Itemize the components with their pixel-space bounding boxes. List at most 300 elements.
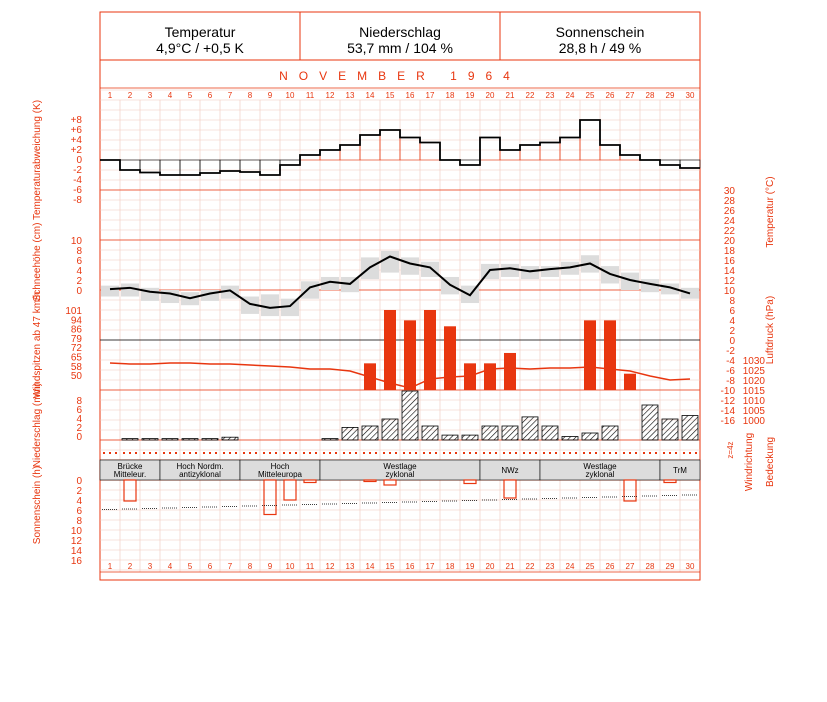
cloud-cover-dot bbox=[569, 452, 571, 454]
tick-snow-depth: 2 bbox=[76, 276, 82, 287]
cloud-cover-dot bbox=[643, 452, 645, 454]
precipitation-title: Niederschlag bbox=[359, 24, 441, 40]
tick-temperature: 28 bbox=[723, 196, 735, 207]
cloud-cover-dot bbox=[635, 452, 637, 454]
day-label: 15 bbox=[385, 562, 395, 571]
cloud-cover-dot bbox=[563, 452, 565, 454]
axis-title-snow-depth: Schneehöhe (cm) bbox=[32, 222, 43, 302]
cloud-cover-dot bbox=[109, 452, 111, 454]
cloud-cover-dot bbox=[295, 452, 297, 454]
cloud-cover-dot bbox=[629, 452, 631, 454]
cloud-cover-dot bbox=[349, 452, 351, 454]
temp-deviation-bar bbox=[360, 135, 380, 160]
day-label: 8 bbox=[247, 91, 253, 100]
precipitation-bar bbox=[502, 426, 518, 440]
weather-type-label: antizyklonal bbox=[179, 470, 221, 479]
tick-temp-deviation: 0 bbox=[76, 155, 82, 166]
cloud-cover-dot bbox=[249, 452, 251, 454]
cloud-cover-dot bbox=[323, 452, 325, 454]
temp-deviation-bar bbox=[400, 138, 420, 161]
day-label: 18 bbox=[445, 91, 455, 100]
wind-gust-bar bbox=[604, 320, 616, 390]
tick-temperature: -16 bbox=[720, 416, 735, 427]
tick-temp-deviation: -4 bbox=[73, 175, 82, 186]
precipitation-value: 53,7 mm / 104 % bbox=[347, 40, 453, 56]
temperature-range-bar bbox=[501, 264, 519, 277]
cloud-cover-dot bbox=[369, 452, 371, 454]
tick-sunshine: 0 bbox=[76, 476, 82, 487]
sunshine-bar bbox=[664, 480, 676, 483]
day-label: 10 bbox=[285, 91, 295, 100]
tick-temperature: -2 bbox=[726, 346, 735, 357]
cloud-cover-dot bbox=[209, 452, 211, 454]
tick-temperature: 8 bbox=[729, 296, 735, 307]
cloud-cover-dot bbox=[229, 452, 231, 454]
weather-types bbox=[100, 460, 700, 480]
precipitation-bar bbox=[162, 439, 178, 440]
day-label: 29 bbox=[665, 562, 675, 571]
cloud-cover-dot bbox=[129, 452, 131, 454]
weather-type-label: zyklonal bbox=[385, 470, 415, 479]
tick-sunshine: 10 bbox=[70, 526, 82, 537]
tick-sunshine: 2 bbox=[76, 486, 82, 497]
cloud-cover-dot bbox=[183, 452, 185, 454]
cloud-cover-dot bbox=[523, 452, 525, 454]
cloud-cover-dot bbox=[583, 452, 585, 454]
temp-deviation-bar bbox=[540, 143, 560, 161]
cloud-cover-dot bbox=[655, 452, 657, 454]
temperature-title: Temperatur bbox=[164, 24, 236, 40]
day-label: 29 bbox=[665, 91, 675, 100]
cloud-cover-dot bbox=[255, 452, 257, 454]
wind-gust-bar bbox=[404, 320, 416, 390]
tick-temperature: 14 bbox=[723, 266, 735, 277]
day-label: 14 bbox=[365, 562, 375, 571]
tick-temperature: 20 bbox=[723, 236, 735, 247]
sunshine-bar bbox=[464, 480, 476, 484]
cloud-cover-dot bbox=[543, 452, 545, 454]
weather-type-label: Hoch bbox=[270, 462, 290, 471]
temperature-range-bar bbox=[521, 266, 539, 279]
cloud-cover-dot bbox=[503, 452, 505, 454]
cloud-cover-dot bbox=[155, 452, 157, 454]
day-label: 19 bbox=[465, 91, 475, 100]
weather-type-label: zyklonal bbox=[585, 470, 615, 479]
day-label: 24 bbox=[565, 91, 575, 100]
cloud-cover-dot bbox=[355, 452, 357, 454]
tick-sunshine: 8 bbox=[76, 516, 82, 527]
cloud-cover-dot bbox=[549, 452, 551, 454]
cloud-cover-dot bbox=[623, 452, 625, 454]
day-label: 22 bbox=[525, 91, 535, 100]
tick-temperature: 22 bbox=[723, 226, 735, 237]
tick-temperature: 6 bbox=[729, 306, 735, 317]
cloud-cover-dot bbox=[435, 452, 437, 454]
weather-type-label: Westlage bbox=[383, 462, 417, 471]
temperature-range-bar bbox=[301, 281, 319, 298]
tick-pressure: 1020 bbox=[742, 376, 765, 387]
tick-temperature: 0 bbox=[729, 336, 735, 347]
sunshine-bar bbox=[504, 480, 516, 498]
tick-snow-depth: 10 bbox=[70, 236, 82, 247]
precipitation-bar bbox=[202, 439, 218, 440]
tick-temperature: 10 bbox=[723, 286, 735, 297]
day-label: 20 bbox=[485, 562, 495, 571]
day-label: 30 bbox=[685, 562, 695, 571]
axis-title-sunshine: Sonnenschein (h) bbox=[32, 465, 43, 545]
tick-temperature: 16 bbox=[723, 256, 735, 267]
cloud-cover-dot bbox=[363, 452, 365, 454]
cloud-cover-dot bbox=[469, 452, 471, 454]
day-label: 7 bbox=[227, 91, 233, 100]
tick-pressure: 1015 bbox=[742, 386, 765, 397]
tick-snow-depth: 8 bbox=[76, 246, 82, 257]
cloud-cover-dot bbox=[329, 452, 331, 454]
precipitation-bar bbox=[602, 426, 618, 440]
sunshine-bar bbox=[364, 480, 376, 482]
tick-sunshine: 12 bbox=[70, 536, 82, 547]
temp-deviation-bar bbox=[500, 150, 520, 160]
tick-temperature: 24 bbox=[723, 216, 735, 227]
day-label: 27 bbox=[625, 562, 635, 571]
day-label: 11 bbox=[305, 91, 315, 100]
cloud-cover-dot bbox=[463, 452, 465, 454]
wind-gust-bar bbox=[624, 374, 636, 390]
cloud-cover-dot bbox=[243, 452, 245, 454]
temp-deviation-bar bbox=[560, 138, 580, 161]
cloud-cover-dot bbox=[309, 452, 311, 454]
header bbox=[100, 12, 700, 60]
cloud-cover-dot bbox=[415, 452, 417, 454]
day-label: 13 bbox=[345, 562, 355, 571]
temperature-range-bar bbox=[421, 262, 439, 277]
tick-wind-gusts: 101 bbox=[65, 306, 82, 317]
day-label: 28 bbox=[645, 562, 655, 571]
wind-gust-bar bbox=[584, 320, 596, 390]
day-label: 12 bbox=[325, 562, 335, 571]
sunshine-bar bbox=[384, 480, 396, 485]
day-label: 22 bbox=[525, 562, 535, 571]
cloud-cover-dot bbox=[163, 452, 165, 454]
precipitation-bar bbox=[322, 439, 338, 440]
wind-gust-bar bbox=[484, 363, 496, 390]
tick-wind-gusts: 86 bbox=[70, 324, 82, 336]
day-label: 25 bbox=[585, 562, 595, 571]
wind-gust-bar bbox=[504, 353, 516, 390]
tick-temperature: 26 bbox=[723, 206, 735, 217]
temp-deviation-bar bbox=[340, 145, 360, 160]
tick-wind-gusts: 94 bbox=[70, 315, 82, 327]
temp-deviation-bar bbox=[520, 145, 540, 160]
cloud-cover-dot bbox=[389, 452, 391, 454]
sunshine-bar bbox=[124, 480, 136, 501]
sunshine-bar bbox=[304, 480, 316, 483]
day-label: 16 bbox=[405, 562, 415, 571]
temperature-range-bar bbox=[381, 251, 399, 273]
tick-temp-deviation: -6 bbox=[73, 185, 82, 196]
cloud-cover-dot bbox=[403, 452, 405, 454]
cloud-cover-dot bbox=[343, 452, 345, 454]
tick-precipitation: 4 bbox=[76, 414, 82, 425]
cloud-cover-dot bbox=[315, 452, 317, 454]
tick-temp-deviation: -2 bbox=[73, 165, 82, 176]
tick-temp-deviation: +4 bbox=[70, 135, 82, 146]
tick-wind-gusts: 72 bbox=[70, 343, 82, 355]
precipitation-bar bbox=[362, 426, 378, 440]
tick-temperature: 2 bbox=[729, 326, 735, 337]
precipitation-bar bbox=[462, 435, 478, 440]
day-label: 6 bbox=[207, 562, 213, 571]
day-label: 2 bbox=[127, 91, 133, 100]
precipitation-bar bbox=[182, 439, 198, 440]
weather-type-label: Mitteleuropa bbox=[257, 470, 303, 479]
tick-temp-deviation: -8 bbox=[73, 195, 82, 206]
cloud-cover-dot bbox=[103, 452, 105, 454]
tick-precipitation: 2 bbox=[76, 423, 82, 434]
day-label: 10 bbox=[285, 562, 295, 571]
cloud-cover-dot bbox=[449, 452, 451, 454]
temp-deviation-bar bbox=[200, 160, 220, 173]
day-label: 14 bbox=[365, 91, 375, 100]
day-label: 23 bbox=[545, 91, 555, 100]
weather-type-label: Westlage bbox=[583, 462, 617, 471]
axis-title-temperature: Temperatur (°C) bbox=[765, 176, 776, 248]
temp-deviation-bar bbox=[480, 138, 500, 161]
cloud-cover-dot bbox=[683, 452, 685, 454]
precipitation-bar bbox=[542, 426, 558, 440]
precipitation-bar bbox=[122, 439, 138, 440]
temp-deviation-bar bbox=[380, 130, 400, 160]
cloud-cover-dot bbox=[423, 452, 425, 454]
weather-type-label: TrM bbox=[673, 466, 687, 475]
tick-temperature: 30 bbox=[723, 186, 735, 197]
cloud-cover-dot bbox=[489, 452, 491, 454]
day-label: 20 bbox=[485, 91, 495, 100]
cloud-cover-dot bbox=[215, 452, 217, 454]
cloud-cover-dot bbox=[509, 452, 511, 454]
precipitation-bars bbox=[122, 391, 698, 440]
day-label: 19 bbox=[465, 562, 475, 571]
cloud-cover-dot bbox=[529, 452, 531, 454]
precipitation-bar bbox=[422, 426, 438, 440]
tick-pressure: 1000 bbox=[742, 416, 765, 427]
temp-deviation-bar bbox=[160, 160, 180, 175]
day-label: 30 bbox=[685, 91, 695, 100]
month-title: NOVEMBER 1964 bbox=[279, 69, 521, 83]
cloud-cover-dot bbox=[143, 452, 145, 454]
tick-sunshine: 4 bbox=[76, 496, 82, 507]
cloud-cover-dot bbox=[195, 452, 197, 454]
day-label: 21 bbox=[505, 91, 515, 100]
temperature-value: 4,9°C / +0,5 K bbox=[156, 40, 244, 56]
cloud-cover-dot bbox=[335, 452, 337, 454]
precipitation-bar bbox=[342, 427, 358, 440]
day-label: 2 bbox=[127, 562, 133, 571]
sunshine-value: 28,8 h / 49 % bbox=[558, 40, 642, 56]
cloud-cover-dot bbox=[609, 452, 611, 454]
precipitation-bar bbox=[662, 419, 678, 440]
cloud-cover-dot bbox=[429, 452, 431, 454]
day-label: 11 bbox=[305, 562, 315, 571]
day-label: 23 bbox=[545, 562, 555, 571]
cloud-cover-dot bbox=[149, 452, 151, 454]
cloud-cover-dot bbox=[615, 452, 617, 454]
weather-type-label: NWz bbox=[501, 466, 519, 475]
cloud-cover-dot bbox=[189, 452, 191, 454]
tick-temperature: -8 bbox=[726, 376, 735, 387]
cloud-cover-dot bbox=[483, 452, 485, 454]
day-label: 4 bbox=[167, 562, 173, 571]
tick-pressure: 1005 bbox=[742, 406, 765, 417]
tick-precipitation: 6 bbox=[76, 405, 82, 416]
cloud-cover-dot bbox=[175, 452, 177, 454]
cloud-cover-dot bbox=[455, 452, 457, 454]
sunshine-title: Sonnenschein bbox=[555, 24, 645, 40]
temp-deviation-bar bbox=[600, 145, 620, 160]
tick-wind-gusts: 65 bbox=[70, 352, 82, 364]
cloud-cover-dot bbox=[603, 452, 605, 454]
temp-deviation-bar bbox=[260, 160, 280, 175]
axis-title-wind-gusts: Windspitzen ab 47 km/h bbox=[32, 291, 43, 399]
cloud-cover-dot bbox=[495, 452, 497, 454]
tick-temperature: -4 bbox=[726, 356, 735, 367]
cloud-cover-dot bbox=[663, 452, 665, 454]
sunshine-bar bbox=[624, 480, 636, 501]
temp-deviation-bar bbox=[220, 160, 240, 171]
cloud-cover-dot bbox=[695, 452, 697, 454]
wind-marker-label: z=4z bbox=[726, 441, 735, 459]
tick-snow-depth: 4 bbox=[76, 266, 82, 277]
cloud-cover-dot bbox=[475, 452, 477, 454]
day-label: 9 bbox=[267, 91, 273, 100]
day-label: 16 bbox=[405, 91, 415, 100]
cloud-cover-dot bbox=[123, 452, 125, 454]
temperature-range-bar bbox=[101, 286, 119, 297]
tick-temperature: -10 bbox=[720, 386, 735, 397]
tick-temperature: 18 bbox=[723, 246, 735, 257]
weather-type-label: Brücke bbox=[117, 462, 143, 471]
day-label: 12 bbox=[325, 91, 335, 100]
axis-title-temp-deviation: Temperaturabweichung (K) bbox=[32, 99, 43, 221]
tick-sunshine: 16 bbox=[70, 556, 82, 567]
day-label: 26 bbox=[605, 562, 615, 571]
day-label: 26 bbox=[605, 91, 615, 100]
wind-gust-bar bbox=[384, 310, 396, 390]
day-label: 3 bbox=[147, 562, 153, 571]
wind-gust-bar bbox=[444, 326, 456, 390]
day-label: 4 bbox=[167, 91, 173, 100]
day-label: 25 bbox=[585, 91, 595, 100]
temp-deviation-bar bbox=[680, 160, 700, 168]
cloud-cover-dot bbox=[375, 452, 377, 454]
cloud-cover-dot bbox=[235, 452, 237, 454]
day-label: 18 bbox=[445, 562, 455, 571]
tick-sunshine: 6 bbox=[76, 506, 82, 517]
day-label: 17 bbox=[425, 562, 435, 571]
temperature-range-bar bbox=[401, 257, 419, 274]
tick-pressure: 1010 bbox=[742, 396, 765, 407]
precipitation-bar bbox=[442, 435, 458, 440]
day-label: 9 bbox=[267, 562, 273, 571]
tick-temperature: 4 bbox=[729, 316, 735, 327]
tick-precipitation: 0 bbox=[76, 432, 82, 443]
tick-temperature: -14 bbox=[720, 406, 735, 417]
cloud-cover-dot bbox=[275, 452, 277, 454]
tick-pressure: 1030 bbox=[742, 356, 765, 367]
cloud-cover-dot bbox=[649, 452, 651, 454]
day-label: 15 bbox=[385, 91, 395, 100]
axis-title-cloud-cover: Bedeckung bbox=[765, 436, 776, 488]
cloud-cover-dot bbox=[135, 452, 137, 454]
temp-deviation-bar bbox=[320, 150, 340, 160]
temp-deviation-bar bbox=[120, 160, 140, 170]
day-label: 24 bbox=[565, 562, 575, 571]
precipitation-bar bbox=[142, 439, 158, 440]
tick-temp-deviation: +6 bbox=[70, 125, 82, 136]
temp-deviation-bar bbox=[140, 160, 160, 173]
day-label: 17 bbox=[425, 91, 435, 100]
cloud-cover-dot bbox=[289, 452, 291, 454]
tick-temperature: -12 bbox=[720, 396, 735, 407]
cloud-cover-dot bbox=[595, 452, 597, 454]
tick-wind-gusts: 79 bbox=[70, 333, 82, 345]
cloud-cover-dot bbox=[535, 452, 537, 454]
cloud-cover-dot bbox=[395, 452, 397, 454]
precipitation-bar bbox=[382, 419, 398, 440]
tick-temp-deviation: +8 bbox=[70, 115, 82, 126]
tick-wind-gusts: 50 bbox=[70, 371, 82, 383]
cloud-cover-dot bbox=[383, 452, 385, 454]
weather-type-label: Mitteleur. bbox=[113, 470, 147, 479]
precipitation-bar bbox=[682, 416, 698, 441]
day-label: 13 bbox=[345, 91, 355, 100]
precipitation-bar bbox=[482, 426, 498, 440]
tick-snow-depth: 0 bbox=[76, 286, 82, 297]
cloud-cover-dot bbox=[555, 452, 557, 454]
day-label: 1 bbox=[107, 91, 113, 100]
precipitation-bar bbox=[562, 437, 578, 441]
cloud-cover-dot bbox=[263, 452, 265, 454]
sunshine-bar bbox=[264, 480, 276, 515]
axis-title-wind-direction: Windrichtung bbox=[744, 432, 755, 492]
temp-deviation-bar bbox=[420, 143, 440, 161]
tick-snow-depth: 6 bbox=[76, 256, 82, 267]
cloud-cover-dot bbox=[115, 452, 117, 454]
cloud-cover-dot bbox=[589, 452, 591, 454]
weather-type-label: Hoch Nordm. bbox=[176, 462, 224, 471]
cloud-cover-dot bbox=[203, 452, 205, 454]
cloud-cover-dot bbox=[269, 452, 271, 454]
cloud-cover-dot bbox=[675, 452, 677, 454]
day-label: 5 bbox=[187, 562, 193, 571]
cloud-cover-dot bbox=[575, 452, 577, 454]
day-label: 6 bbox=[207, 91, 213, 100]
day-label: 7 bbox=[227, 562, 233, 571]
tick-pressure: 1025 bbox=[742, 366, 765, 377]
precipitation-bar bbox=[522, 417, 538, 440]
day-label: 21 bbox=[505, 562, 515, 571]
tick-temp-deviation: +2 bbox=[70, 145, 82, 156]
precipitation-bar bbox=[582, 433, 598, 440]
day-label: 28 bbox=[645, 91, 655, 100]
tick-sunshine: 14 bbox=[70, 546, 82, 557]
cloud-cover-dot bbox=[515, 452, 517, 454]
axis-title-precipitation: Niederschlag (mm) bbox=[32, 382, 43, 468]
cloud-cover-dot bbox=[669, 452, 671, 454]
tick-wind-gusts: 58 bbox=[70, 361, 82, 373]
cloud-cover-dot bbox=[443, 452, 445, 454]
day-label: 5 bbox=[187, 91, 193, 100]
